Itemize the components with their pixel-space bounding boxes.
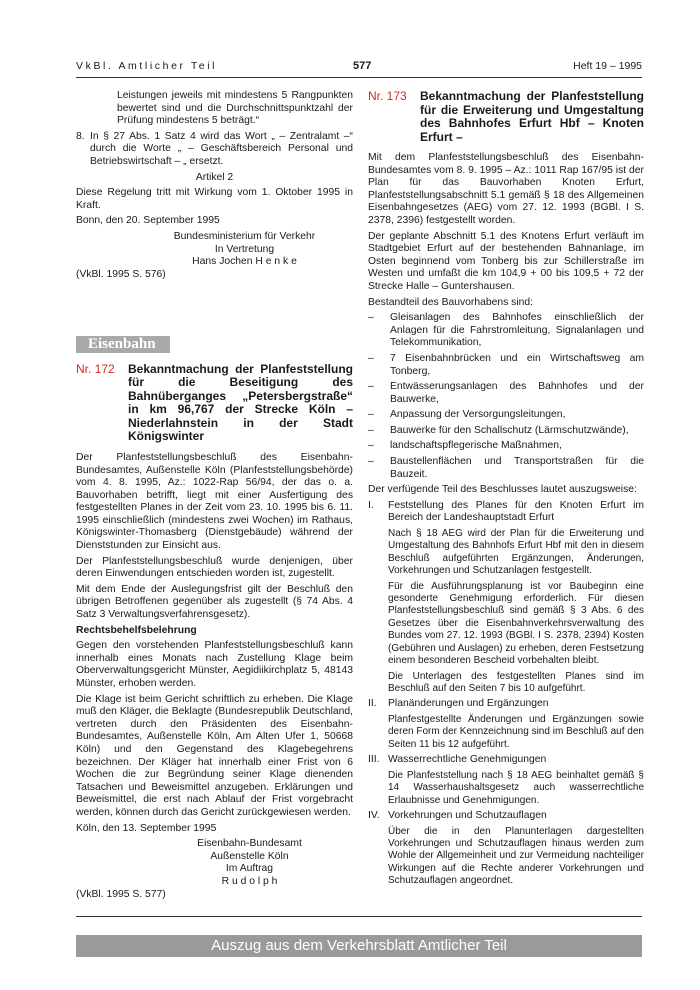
footer-banner: Auszug aus dem Verkehrsblatt Amtlicher Teil [76, 935, 642, 957]
notice-number: Nr. 172 [76, 361, 115, 376]
list-item-text: Bauwerke für den Schallschutz (Lärmschutzwände), [390, 424, 629, 436]
signature-name: R u d o l p h [221, 875, 278, 887]
reference: (VkBl. 1995 S. 577) [76, 888, 166, 900]
list-item-text: In § 27 Abs. 1 Satz 4 wird das Wort „ – Zentralamt –“ durch die Worte „ – Geschäftsbereich Personal und Betriebswirtschaft – „ ersetzt. [90, 130, 353, 167]
roman-heading: Vorkehrungen und Schutzauflagen [388, 809, 547, 821]
list-item [368, 456, 644, 481]
body-paragraph: Der Planfeststellungsbeschluß wurde denjenigen, über deren Einwendungen entschieden worden ist, zugestellt. [76, 555, 353, 580]
roman-body: Die Planfeststellung nach § 18 AEG beinhaltet gemäß § 14 Wasserhaushaltsgesetz auch wasserrechtliche Erlaubnisse und Genehmigungen. [388, 769, 644, 806]
body-paragraph: Mit dem Ende der Auslegungsfrist gilt der Beschluß den übrigen Betroffenen gegenüber als zugestellt (§ 74 Abs. 4 Satz 3 Verwaltungsverfahrensgesetz). [76, 583, 353, 621]
roman-item [368, 754, 644, 767]
body-paragraph: Gegen den vorstehenden Planfeststellungsbeschluß kann innerhalb eines Monats nach Zustellung Klage beim Oberverwaltungsgericht Münster, Aegidiikirchplatz 5, 48143 Münster, erhoben werden. [76, 640, 353, 689]
list-item [368, 312, 644, 350]
roman-item [368, 698, 644, 711]
dash-marker: – [368, 440, 374, 452]
signature-role: Im Auftrag [225, 863, 274, 875]
notice-title: Bekanntmachung der Planfeststellung für die Beseitigung des Bahnüberganges „Petersbergstraße“ in km 96,767 der Strecke Köln – Niederlahnstein in der Stadt Königswinter [128, 361, 353, 444]
notice-title: Bekanntmachung der Planfeststellung für die Erweiterung und Umgestaltung des Bahnhofes Erfurt Hbf – Knoten Erfurt – [420, 89, 644, 144]
signature-authority: Bundesministerium für Verkehr [173, 230, 316, 242]
body-paragraph: Der Planfeststellungsbeschluß des Eisenbahn-Bundesamtes, Außenstelle Köln (Planfeststellungsbehörde) vom 4. 8. 1995, Az.: 1022-Rap 56/94, der das o. a. Bauvorhaben betrifft, liegt mit einer Ausfertigung des festgestellten Planes in der Zeit vom 23. 10. 1995 bis 6. 11. 1995 einschließlich (mindestens zwei Wochen) im Rathaus, Königswinter-Thomasberg (Dienstgebäude) während der Dienststunden zur Einsicht aus. [76, 451, 353, 552]
footer-rule [76, 916, 642, 917]
signature-role: In Vertretung [214, 243, 275, 255]
list-item [368, 353, 644, 378]
effective-date-paragraph: Diese Regelung tritt mit Wirkung vom 1. Oktober 1995 in Kraft. [76, 187, 353, 211]
roman-item [368, 810, 644, 823]
roman-heading: Wasserrechtliche Genehmigungen [388, 754, 547, 766]
dash-marker: – [368, 352, 374, 364]
notice-heading [76, 363, 353, 444]
body-paragraph: Der verfügende Teil des Beschlusses lautet auszugsweise: [368, 484, 637, 496]
signature-office: Außenstelle Köln [210, 850, 289, 862]
list-item [368, 381, 644, 406]
list-item [368, 409, 644, 422]
list-item-text: landschaftspflegerische Maßnahmen, [390, 440, 562, 452]
list-item [368, 440, 644, 453]
roman-number: IV. [368, 809, 380, 821]
article-heading: Artikel 2 [195, 171, 234, 183]
roman-body: Planfestgestellte Änderungen und Ergänzungen sowie deren Form der Kennzeichnung sind im Beschluß auf den Seiten 11 bis 12 aufgeführt. [388, 713, 644, 750]
roman-number: II. [368, 698, 377, 710]
place-date: Köln, den 13. September 1995 [76, 822, 217, 834]
body-paragraph: Mit dem Planfeststellungsbeschluß des Eisenbahn-Bundesamtes vom 8. 9. 1995 – Az.: 1011 Rap 167/95 ist der Plan für das Bauvorhaben Knoten Erfurt, Planfeststellungsabschnitt 5.1 gemäß § 18 des Allgemeinen Eisenbahngesetzes (AEG) vom 27. 12. 1993 (BGBl. I S. 2378, 2396) festgestellt worden. [368, 152, 644, 226]
roman-body: Für die Ausführungsplanung ist vor Baubeginn eine gesonderte Genehmigung erforderlich. Für diesen Planfeststellungsbeschluß sind gemäß § 3 Abs. 6 des Gesetzes über die Eisenbahnverkehrsverwaltung des Bundes vom 27. 12. 1993 (BGBl. I S. 2378, 2394) Kosten (Gebühren und Auslagen) zu erheben, deren Festsetzung einem besonderen Bescheid vorbehalten bleibt. [388, 580, 644, 667]
header-journal: VkBl. Amtlicher Teil [76, 60, 218, 72]
signature-block [76, 838, 353, 888]
dash-marker: – [368, 424, 374, 436]
list-item-8 [76, 131, 353, 169]
list-item-text: Gleisanlagen des Bahnhofes einschließlich der Anlagen für die Fahrstromleitung, Signalanlagen und Telekommunikation, [390, 312, 644, 349]
dash-marker: – [368, 409, 374, 421]
body-paragraph: Die Klage ist beim Gericht schriftlich zu erheben. Die Klage muß den Kläger, die Beklagte (Bundesrepublik Deutschland, vertreten durch den Präsidenten des Eisenbahn-Bundesamtes, Außenstelle Köln, Am Alten Ufer 1, 50668 Köln) und den Gegenstand des Klagebegehrens bezeichnen. Der Kläger hat innerhalb einer Frist von 6 Wochen die zur Begründung seiner Klage dienenden Tatsachen und Beweismittel anzugeben. Erklärungen und Beweismittel, die erst nach Ablauf der Frist vorgebracht werden, können durch das Gericht zurückgewiesen werden. [76, 693, 353, 818]
notice-number: Nr. 173 [368, 89, 407, 103]
subheading: Rechtsbehelfsbelehrung [76, 624, 197, 636]
roman-body: Die Unterlagen des festgestellten Planes sind im Beschluß auf den Seiten 7 bis 10 aufgeführt. [388, 670, 644, 694]
roman-heading: Planänderungen und Ergänzungen [388, 698, 549, 710]
dash-list [368, 312, 644, 481]
list-number: 8. [76, 130, 85, 142]
list-item-text: 7 Eisenbahnbrücken und ein Wirtschaftsweg am Tonberg, [390, 352, 644, 377]
header-rule [76, 77, 642, 78]
roman-number: III. [368, 754, 380, 766]
place-date: Bonn, den 20. September 1995 [76, 215, 220, 227]
list-item-text: Baustellenflächen und Transportstraßen für die Bauzeit. [390, 456, 644, 480]
reference: (VkBl. 1995 S. 576) [76, 268, 166, 280]
body-paragraph: Der geplante Abschnitt 5.1 des Knotens Erfurt verläuft im Stadtgebiet Erfurt auf der bestehenden Bahnanlage, im Osten beginnend vom Tonberg bis zur Schillerstraße im Westen und umfaßt die km 104,9 + 00 bis 109,5 + 72 der Strecke Halle – Guntershausen. [368, 230, 644, 292]
dash-marker: – [368, 312, 374, 324]
section-heading-bar: Eisenbahn [76, 336, 170, 353]
notice-heading [368, 90, 644, 144]
list-item-text: Anpassung der Versorgungsleitungen, [390, 409, 566, 421]
roman-body: Nach § 18 AEG wird der Plan für die Erweiterung und Umgestaltung des Bahnhofs Erfurt Hbf mit den in diesem Beschluß aufgeführten Ergänzungen, Änderungen, Vorkehrungen und Schutzanlagen festgestellt. [388, 528, 644, 577]
header-issue: Heft 19 – 1995 [573, 60, 642, 72]
signature-name: Hans Jochen H e n k e [192, 256, 297, 268]
roman-item [368, 500, 644, 525]
list-item [368, 425, 644, 438]
dash-marker: – [368, 456, 374, 468]
running-header [76, 60, 642, 78]
roman-heading: Feststellung des Planes für den Knoten Erfurt im Bereich der Landeshauptstadt Erfurt [388, 499, 644, 524]
roman-number: I. [368, 499, 374, 511]
roman-body: Über die in den Planunterlagen dargestellten Vorkehrungen und Schutzauflagen hinaus werden zum Wohle der Allgemeinheit und zur Vermeidung nachteiliger Wirkungen auf die Rechte anderer Vorkehrungen und Schutzauflagen angeordnet. [388, 825, 644, 887]
body-paragraph: Bestandteil des Bauvorhabens sind: [368, 296, 534, 308]
list-item-text: Entwässerungsanlagen des Bahnhofes und der Bauwerke, [390, 381, 644, 405]
right-column [368, 90, 644, 891]
page-number: 577 [353, 60, 372, 72]
list-continuation: Leistungen jeweils mit mindestens 5 Rangpunkten bewertet sind und die Durchschnittspunktzahl der Prüfung mindestens 5 beträgt.“ [117, 90, 353, 127]
left-column [76, 90, 353, 904]
signature-authority: Eisenbahn-Bundesamt [197, 838, 302, 850]
dash-marker: – [368, 381, 374, 393]
signature-block [76, 231, 353, 269]
